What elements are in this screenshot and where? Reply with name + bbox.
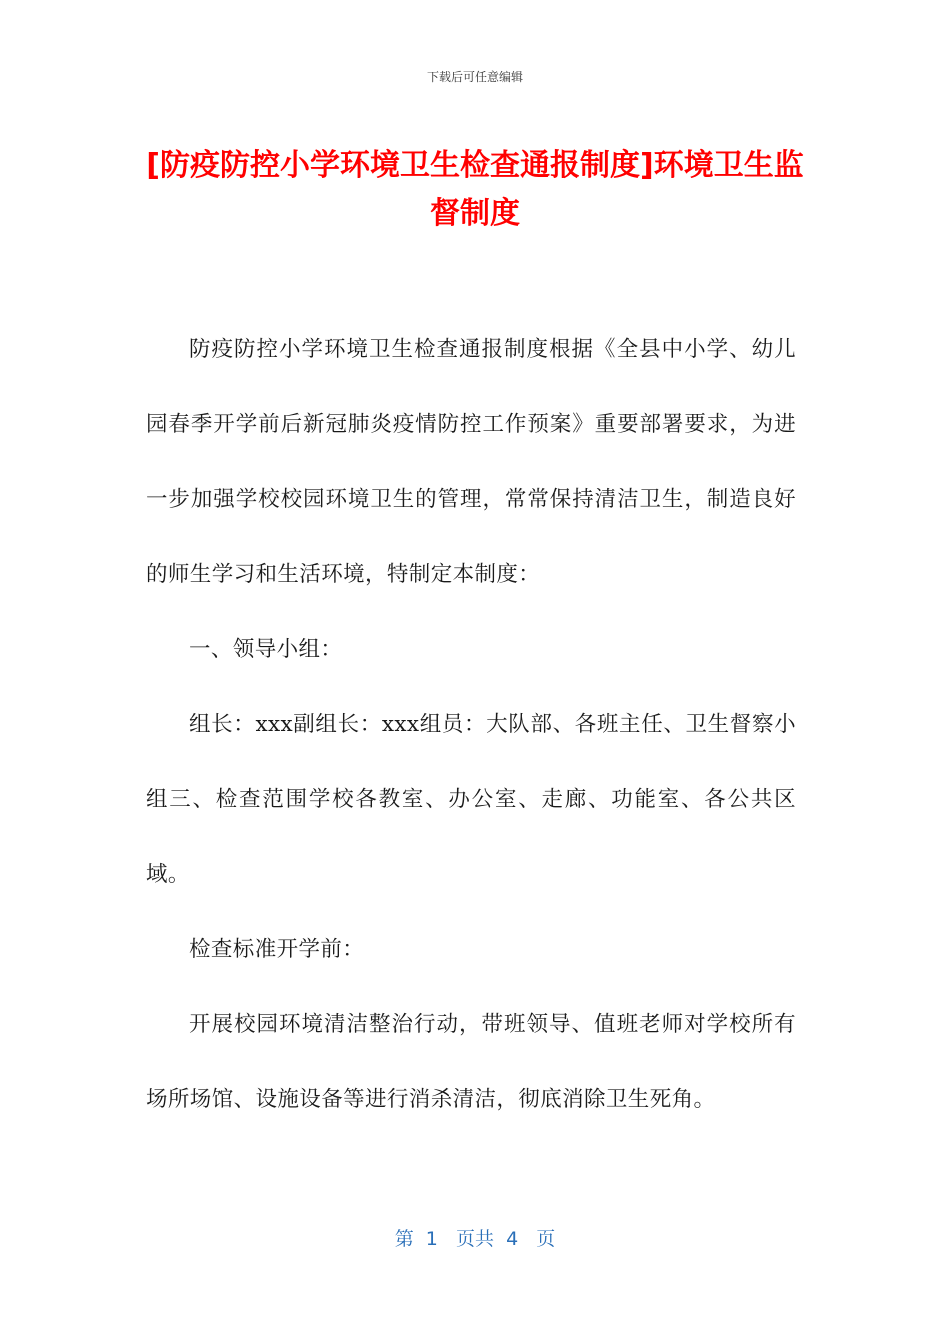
paragraph-members-scope: 组长：xxx副组长：xxx组员：大队部、各班主任、卫生督察小组三、检查范围学校各教室、办公室、走廊、功能室、各公共区域。 [146, 712, 796, 887]
header-note: 下载后可任意编辑 [426, 70, 523, 84]
document-title: [防疫防控小学环境卫生检查通报制度]环境卫生监督制度 [146, 148, 804, 231]
paragraph-cleaning-action: 开展校园环境清洁整治行动，带班领导、值班老师对学校所有场所场馆、设施设备等进行消杀清洁，彻底消除卫生死角。 [146, 1012, 796, 1112]
paragraph-leadership-heading: 一、领导小组： [189, 637, 343, 662]
paragraph-standards-heading: 检查标准开学前： [189, 937, 365, 962]
paragraph-intro: 防疫防控小学环境卫生检查通报制度根据《全县中小学、幼儿园春季开学前后新冠肺炎疫情防控工作预案》重要部署要求，为进一步加强学校校园环境卫生的管理，常常保持清洁卫生，制造良好的师生学习和生活环境，特制定本制度： [146, 337, 796, 587]
document-body [146, 312, 796, 1137]
page-number-footer: 第 1 页共 4 页 [394, 1228, 556, 1250]
